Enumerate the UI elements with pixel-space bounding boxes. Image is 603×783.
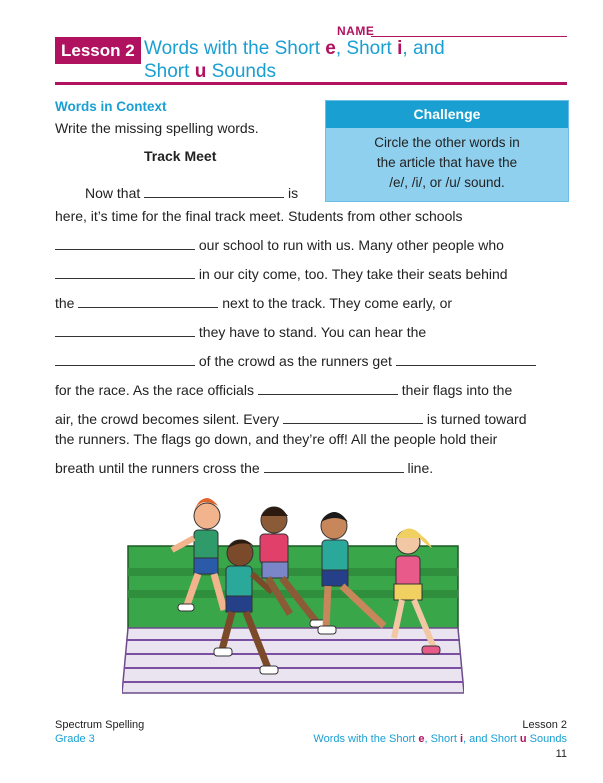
runners-illustration xyxy=(122,498,464,698)
lesson-badge: Lesson 2 xyxy=(55,37,141,64)
footer-sub-b: , Short xyxy=(424,733,460,745)
title-i: i xyxy=(397,38,403,59)
instructions: Write the missing spelling words. xyxy=(55,120,259,136)
title-part3: , and xyxy=(402,38,445,59)
story-line-6 xyxy=(55,324,426,340)
answer-blank-6[interactable] xyxy=(55,353,195,366)
story-line-11 xyxy=(55,460,433,476)
footer-right xyxy=(313,718,567,746)
footer-sub-d: Sounds xyxy=(526,733,567,745)
challenge-box xyxy=(325,100,569,202)
title-line2b: Sounds xyxy=(206,61,277,82)
story-text: our school to run with us. Many other people who xyxy=(195,237,504,253)
answer-blank-2[interactable] xyxy=(55,237,195,250)
story-text: for the race. As the race officials xyxy=(55,382,258,398)
story-line-9 xyxy=(55,411,527,427)
footer-lesson: Lesson 2 xyxy=(522,719,567,731)
page-title xyxy=(144,37,554,83)
story-text: the runners. The flags go down, and they’re off! All the people hold their xyxy=(55,431,498,447)
story-text: is turned toward xyxy=(423,411,527,427)
name-label: NAME xyxy=(337,24,375,38)
story-text: air, the crowd becomes silent. Every xyxy=(55,411,283,427)
footer-sub-a: Words with the Short xyxy=(313,733,419,745)
footer-sub-i: i xyxy=(459,733,464,745)
answer-blank-4[interactable] xyxy=(78,295,218,308)
footer-grade: Grade 3 xyxy=(55,733,95,745)
story-line-8 xyxy=(55,382,512,398)
title-part1: Words with the Short xyxy=(144,38,326,59)
challenge-line-3: /e/, /i/, or /u/ sound. xyxy=(389,175,505,190)
challenge-heading: Challenge xyxy=(326,101,568,128)
footer-publisher: Spectrum Spelling xyxy=(55,719,145,731)
footer-sub-u: u xyxy=(519,733,527,745)
story-text: the xyxy=(55,295,79,311)
story-text: is xyxy=(284,185,299,201)
title-part2: , Short xyxy=(335,38,398,59)
story-line-10 xyxy=(55,431,497,447)
title-e: e xyxy=(325,38,336,59)
story-text: Now that xyxy=(85,185,145,201)
answer-blank-9[interactable] xyxy=(283,411,423,424)
challenge-line-2: the article that have the xyxy=(376,155,518,170)
footer-sub-c: , and Short xyxy=(463,733,520,745)
challenge-text xyxy=(326,133,568,193)
answer-blank-8[interactable] xyxy=(258,382,398,395)
story-text: in our city come, too. They take their seats behind xyxy=(195,266,508,282)
answer-blank-5[interactable] xyxy=(55,324,195,337)
answer-blank-7[interactable] xyxy=(396,353,536,366)
story-line-5 xyxy=(55,295,452,311)
story-text: next to the track. They come early, or xyxy=(218,295,453,311)
story-text: of the crowd as the runners get xyxy=(195,353,396,369)
story-text: they have to stand. You can hear the xyxy=(195,324,427,340)
story-line-4 xyxy=(55,266,508,282)
page-number: 11 xyxy=(555,748,567,760)
story-line-7 xyxy=(55,353,536,369)
story-text: their flags into the xyxy=(397,382,513,398)
footer-left xyxy=(55,718,144,746)
story-line-1 xyxy=(85,185,298,201)
title-divider xyxy=(55,82,567,85)
section-heading: Words in Context xyxy=(55,99,167,114)
story-text: breath until the runners cross the xyxy=(55,460,264,476)
footer-sub-e: e xyxy=(418,733,425,745)
answer-blank-10[interactable] xyxy=(264,460,404,473)
story-line-2 xyxy=(55,208,462,224)
title-u: u xyxy=(194,61,207,82)
story-text: here, it’s time for the final track meet. Students from other schools xyxy=(55,208,463,224)
footer-subtitle xyxy=(313,732,567,746)
story-line-3 xyxy=(55,237,504,253)
story-title: Track Meet xyxy=(144,148,217,164)
story-text: line. xyxy=(403,460,434,476)
answer-blank-1[interactable] xyxy=(144,185,284,198)
answer-blank-3[interactable] xyxy=(55,266,195,279)
challenge-line-1: Circle the other words in xyxy=(374,135,520,150)
title-line2a: Short xyxy=(144,61,195,82)
